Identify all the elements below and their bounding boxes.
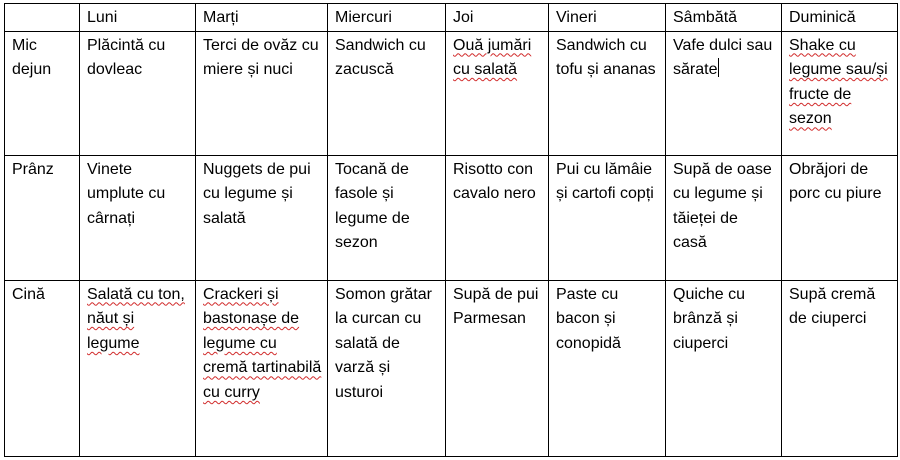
header-row (5, 4, 898, 32)
meal-cell[interactable]: Sandwich cu tofu și ananas (549, 31, 666, 155)
meal-cell[interactable]: Nuggets de pui cu legume și salată (196, 155, 328, 280)
meal-cell[interactable]: Supă de pui Parmesan (446, 280, 549, 456)
meal-text: Vafe dulci sau sărate (673, 36, 773, 79)
meal-cell[interactable]: Somon grătar la curcan cu salată de varză și usturoi (328, 280, 446, 456)
meal-text: Shake cu legume sau/și fructe de sezon (789, 36, 888, 128)
day-header-sambata[interactable]: Sâmbătă (666, 4, 782, 32)
meal-cell[interactable] (782, 31, 898, 155)
day-header-marti[interactable]: Marți (196, 4, 328, 32)
corner-cell[interactable] (5, 4, 80, 32)
meal-cell[interactable]: Risotto con cavalo nero (446, 155, 549, 280)
meal-cell[interactable] (80, 280, 196, 456)
text-cursor (718, 58, 719, 77)
meal-cell[interactable]: Pui cu lămâie și cartofi copți (549, 155, 666, 280)
day-header-joi[interactable]: Joi (446, 4, 549, 32)
meal-text: Ouă jumări cu salată (453, 36, 532, 79)
meal-cell[interactable]: Obrăjori de porc cu piure (782, 155, 898, 280)
table-row-cina (5, 280, 898, 456)
meal-cell[interactable]: Vinete umplute cu cârnați (80, 155, 196, 280)
meal-cell[interactable]: Tocană de fasole și legume de sezon (328, 155, 446, 280)
row-label-pranz[interactable]: Prânz (5, 155, 80, 280)
meal-cell[interactable]: Sandwich cu zacuscă (328, 31, 446, 155)
day-header-vineri[interactable]: Vineri (549, 4, 666, 32)
meal-cell[interactable]: Supă cremă de ciuperci (782, 280, 898, 456)
meal-cell[interactable]: Terci de ovăz cu miere și nuci (196, 31, 328, 155)
day-header-miercuri[interactable]: Miercuri (328, 4, 446, 32)
day-header-luni[interactable]: Luni (80, 4, 196, 32)
meal-cell[interactable] (446, 31, 549, 155)
table-row-pranz (5, 155, 898, 280)
meal-text: Salată cu ton, năut și legume (87, 285, 185, 352)
meal-cell[interactable]: Paste cu bacon și conopidă (549, 280, 666, 456)
meal-plan-table (4, 3, 898, 457)
meal-text: Crackeri și bastonașe de legume cu cremă tartinabilă cu curry (203, 285, 322, 401)
meal-cell[interactable] (196, 280, 328, 456)
meal-cell[interactable]: Plăcintă cu dovleac (80, 31, 196, 155)
table-row-mic-dejun (5, 31, 898, 155)
row-label-mic-dejun[interactable]: Mic dejun (5, 31, 80, 155)
meal-cell[interactable] (666, 31, 782, 155)
meal-cell[interactable]: Supă de oase cu legume și tăieței de casă (666, 155, 782, 280)
row-label-cina[interactable]: Cină (5, 280, 80, 456)
day-header-duminica[interactable]: Duminică (782, 4, 898, 32)
meal-cell[interactable]: Quiche cu brânză și ciuperci (666, 280, 782, 456)
